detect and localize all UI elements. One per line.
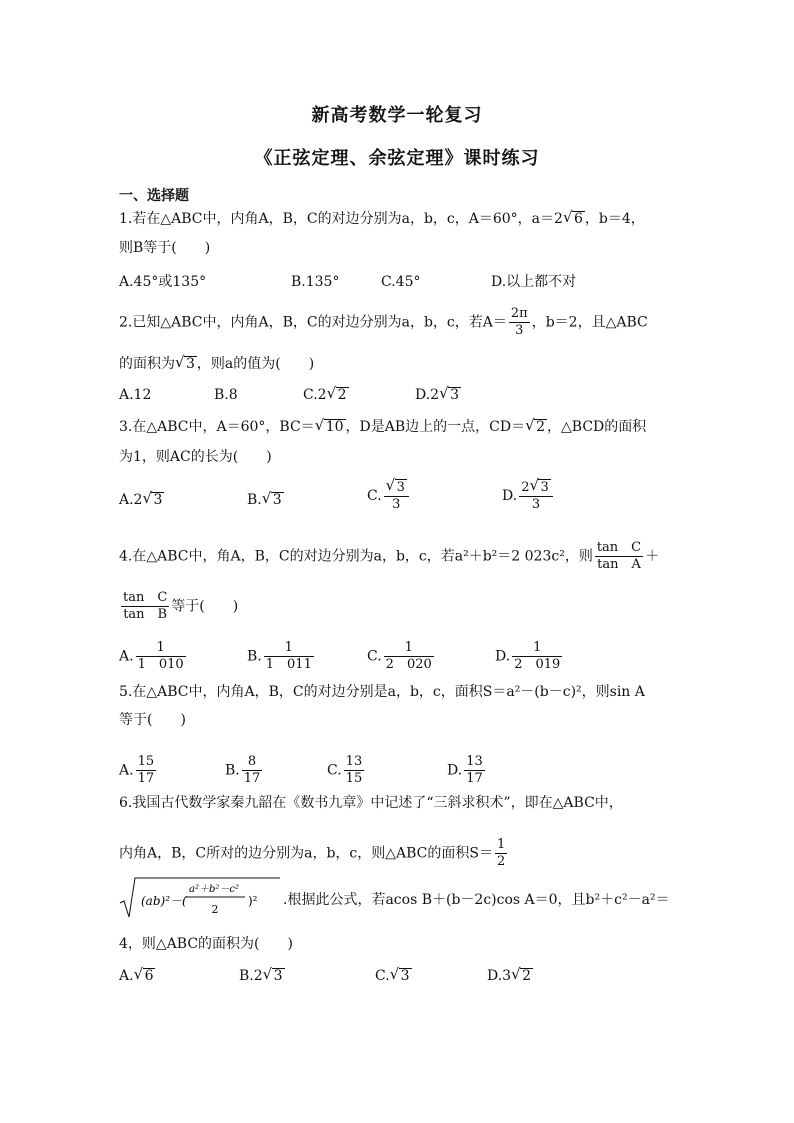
question-2-option-d: D.2 √ 3 <box>415 384 460 403</box>
question-3-text: 3.在△ABC中，A＝60°，BC＝ <box>119 419 315 435</box>
formula-close: )² <box>248 894 258 908</box>
question-1-text: 1.若在△ABC中，内角A，B，C的对边分别为a，b，c，A＝60°，a＝2 <box>119 211 563 227</box>
question-1-option-d: D.以上都不对 <box>491 274 577 290</box>
question-5-option-c: C. $\frac{13}{15}$ <box>327 754 363 786</box>
formula-ab: (ab)²－( <box>141 894 187 908</box>
sqrt-expression: √ 3 <box>175 353 195 372</box>
question-2-text-2: 的面积为 <box>119 356 175 372</box>
question-2-line-1 <box>119 306 648 339</box>
question-2-text-tail: ，b＝2，且△ABC <box>531 314 648 331</box>
fraction: $\frac{2\pi}{3}$ <box>510 306 528 338</box>
document-title: 新高考数学一轮复习 <box>311 105 483 126</box>
question-4-line-2 <box>119 590 238 623</box>
question-4-option-b: B. $\frac{1}{1 011}$ <box>247 640 312 672</box>
sqrt-expression: √ 10 <box>314 416 344 435</box>
question-1-option-b: B.135° <box>291 274 340 290</box>
question-5-line-1: 5.在△ABC中，内角A，B，C的对边分别是a，b，c，面积S＝a²－(b－c)²，则sin A <box>119 684 645 700</box>
question-3-line-1 <box>119 418 646 436</box>
sqrt-expression: √ 6 <box>562 208 583 227</box>
question-3-option-b: B. √ 3 <box>247 489 282 508</box>
document-subtitle: 《正弦定理、余弦定理》课时练习 <box>254 148 540 169</box>
question-1-line-2: 则B等于( ) <box>119 240 211 256</box>
question-4-option-d: D. $\frac{1}{2 019}$ <box>495 640 561 672</box>
question-5-option-b: B. $\frac{8}{17}$ <box>225 754 261 786</box>
question-1-option-c: C.45° <box>381 274 421 290</box>
question-1-option-a: A.45°或135° <box>119 274 207 290</box>
question-2-option-b: B.8 <box>214 387 238 403</box>
question-4-text-tail: 等于( ) <box>171 598 239 615</box>
question-6-option-b: B.2 √ 3 <box>239 965 283 984</box>
question-5-option-d: D. $\frac{13}{17}$ <box>447 754 483 786</box>
question-2-text: 2.已知△ABC中，内角A，B，C的对边分别为a，b，c，若A＝ <box>119 314 507 331</box>
question-6-text-2: 内角A，B，C所对的边分别为a，b，c，则△ABC的面积S＝ <box>119 845 493 862</box>
question-3-text-tail: ，△BCD的面积 <box>547 419 647 435</box>
question-3-text-mid: ，D是AB边上的一点，CD＝ <box>345 419 526 435</box>
fraction: $\frac{1}{2}$ <box>497 837 506 869</box>
question-1-text-tail: ，b＝4， <box>584 211 645 227</box>
question-1-line-1 <box>119 210 645 228</box>
section-heading: 一、选择题 <box>119 188 189 204</box>
question-4-line-1 <box>119 540 659 573</box>
sqrt-expression: √ 2 <box>525 416 545 435</box>
question-4-text: 4.在△ABC中，角A，B，C的对边分别为a，b，c，若a²＋b²＝2 023c²，则 <box>119 548 593 565</box>
question-2-text-3: ，则a的值为( ) <box>196 356 315 372</box>
question-6-option-d: D.3 √ 2 <box>487 965 532 984</box>
question-4-option-a: A. $\frac{1}{1 010}$ <box>119 640 184 672</box>
question-2-option-a: A.12 <box>119 387 152 403</box>
question-3-option-a: A.2 √ 3 <box>119 489 163 508</box>
question-6-line-4: 4，则△ABC的面积为( ) <box>119 936 293 952</box>
formula-numerator: a²＋b²－c² <box>189 884 239 895</box>
question-6-line-1: 6.我国古代数学家秦九韶在《数书九章》中记述了“三斜求积术”，即在△ABC中， <box>119 795 623 811</box>
heron-formula-radical <box>119 875 281 919</box>
question-3-line-2: 为1，则AC的长为( ) <box>119 449 272 465</box>
question-3-option-d: D. 2 √ 3 3 <box>502 479 555 513</box>
fraction: $\frac{\text{tan C}}{\text{tan B}}$ <box>123 590 168 622</box>
question-6-line-3: .根据此公式，若acos B＋(b－2c)cos A＝0，且b²＋c²－a²＝ <box>283 892 670 908</box>
question-2-option-c: C.2 √ 2 <box>303 384 347 403</box>
formula-denominator: 2 <box>211 903 219 916</box>
question-6-line-2 <box>119 837 509 870</box>
question-6-option-a: A. √ 6 <box>119 965 154 984</box>
fraction: $\frac{\text{tan C}}{\text{tan A}}$ <box>596 540 642 572</box>
question-5-option-a: A. $\frac{15}{17}$ <box>119 754 155 786</box>
question-5-line-2: 等于( ) <box>119 712 186 728</box>
plus-sign: ＋ <box>645 548 660 565</box>
question-3-option-c: C. √ 3 3 <box>367 479 411 513</box>
question-4-option-c: C. $\frac{1}{2 020}$ <box>367 640 432 672</box>
question-6-option-c: C. √ 3 <box>375 965 410 984</box>
question-2-line-2 <box>119 355 314 373</box>
